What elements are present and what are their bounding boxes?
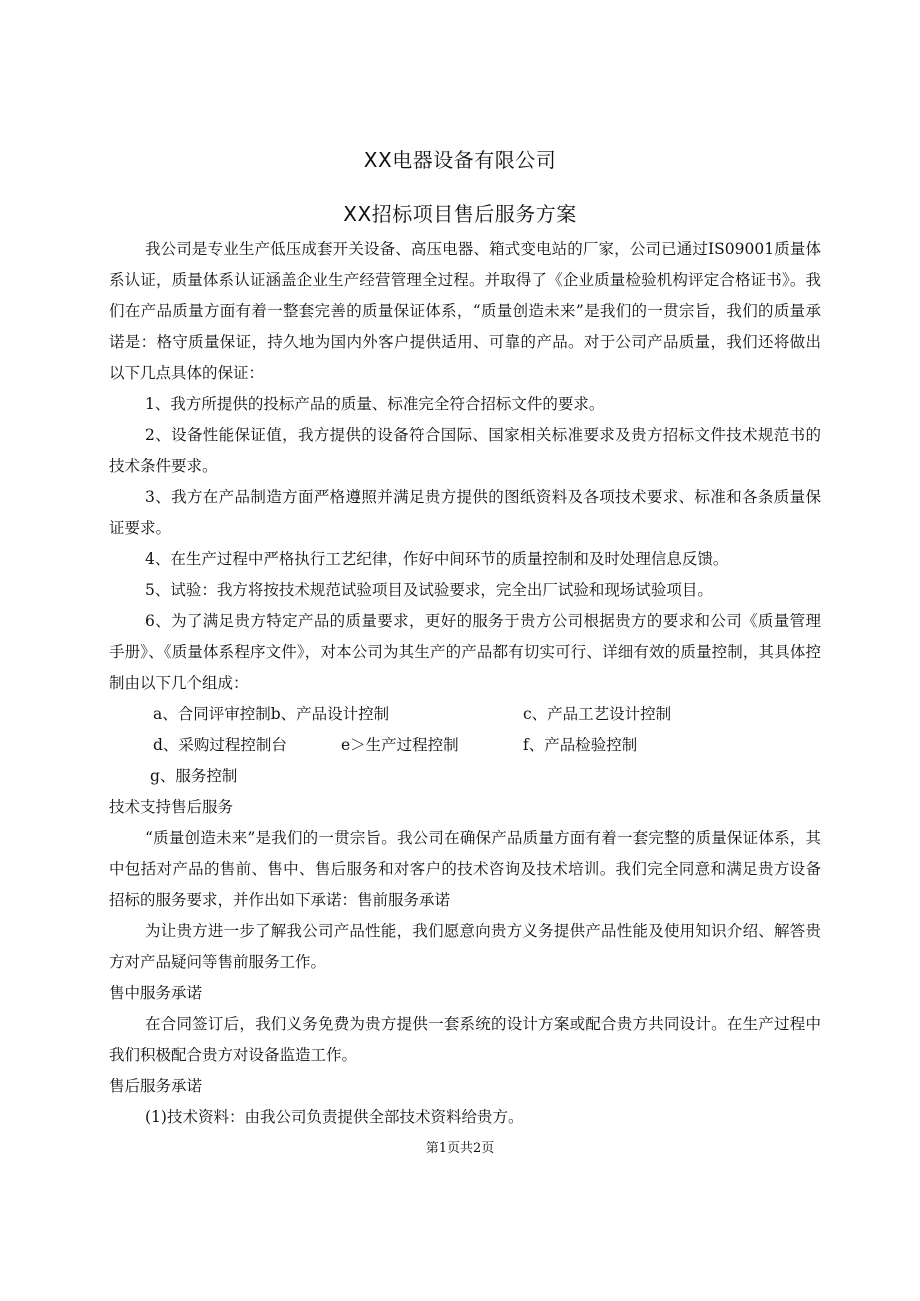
section-heading: 售中服务承诺 [109, 984, 203, 1002]
guarantee-item: 6、为了满足贵方特定产品的质量要求，更好的服务于贵方公司根据贵方的要求和公司《质量管理手册》、《质量体系程序文件》，对本公司为其生产的产品都有切实可行、详细有效的质量控制，其具体控制由以下几个组成： [109, 612, 821, 692]
document-body [109, 234, 821, 1133]
document-title: XX招标项目售后服务方案 [343, 202, 577, 226]
control-item: g、服务控制 [150, 767, 238, 785]
page-footer: 第1页共2页 [425, 1141, 495, 1156]
section-paragraph: 在合同签订后，我们义务免费为贵方提供一套系统的设计方案或配合贵方共同设计。在生产过程中我们积极配合贵方对设备监造工作。 [109, 1015, 821, 1064]
section-paragraph: “质量创造未来”是我们的一贯宗旨。我公司在确保产品质量方面有着一套完整的质量保证体系，其中包括对产品的售前、售中、售后服务和对客户的技术咨询及技术培训。我们完全同意和满足贵方设备招标的服务要求，并作出如下承诺：售前服务承诺 [109, 829, 821, 909]
guarantee-item: 4、在生产过程中严格执行工艺纪律，作好中间环节的质量控制和及时处理信息反馈。 [145, 550, 729, 568]
control-item: a、合同评审控制b、产品设计控制 [153, 705, 390, 723]
control-item: f、产品检验控制 [523, 736, 638, 754]
control-list-row [109, 699, 821, 730]
control-item: e＞生产过程控制 [341, 736, 459, 754]
company-name: XX电器设备有限公司 [363, 148, 557, 172]
section-heading: 技术支持售后服务 [109, 798, 234, 816]
section-heading: 售后服务承诺 [109, 1077, 203, 1095]
section-paragraph: 为让贵方进一步了解我公司产品性能，我们愿意向贵方义务提供产品性能及使用知识介绍、解答贵方对产品疑问等售前服务工作。 [109, 922, 821, 971]
control-item: c、产品工艺设计控制 [523, 705, 672, 723]
after-sale-item: (1)技术资料：由我公司负责提供全部技术资料给贵方。 [145, 1108, 524, 1126]
guarantee-item: 5、试验：我方将按技术规范试验项目及试验要求，完全出厂试验和现场试验项目。 [145, 581, 713, 599]
control-list-row [109, 761, 821, 792]
guarantee-item: 2、设备性能保证值，我方提供的设备符合国际、国家相关标准要求及贵方招标文件技术规范书的技术条件要求。 [109, 426, 821, 475]
control-item: d、采购过程控制台 [153, 736, 287, 754]
control-list-row [109, 730, 821, 761]
guarantee-item: 3、我方在产品制造方面严格遵照并满足贵方提供的图纸资料及各项技术要求、标准和各条质量保证要求。 [109, 488, 821, 537]
intro-paragraph: 我公司是专业生产低压成套开关设备、高压电器、箱式变电站的厂家，公司已通过IS09001质量体系认证，质量体系认证涵盖企业生产经营管理全过程。并取得了《企业质量检验机构评定合格证书》。我们在产品质量方面有着一整套完善的质量保证体系，“质量创造未来”是我们的一贯宗旨，我们的质量承诺是：格守质量保证，持久地为国内外客户提供适用、可靠的产品。对于公司产品质量，我们还将做出以下几点具体的保证： [109, 240, 821, 382]
guarantee-item: 1、我方所提供的投标产品的质量、标准完全符合招标文件的要求。 [145, 395, 605, 413]
